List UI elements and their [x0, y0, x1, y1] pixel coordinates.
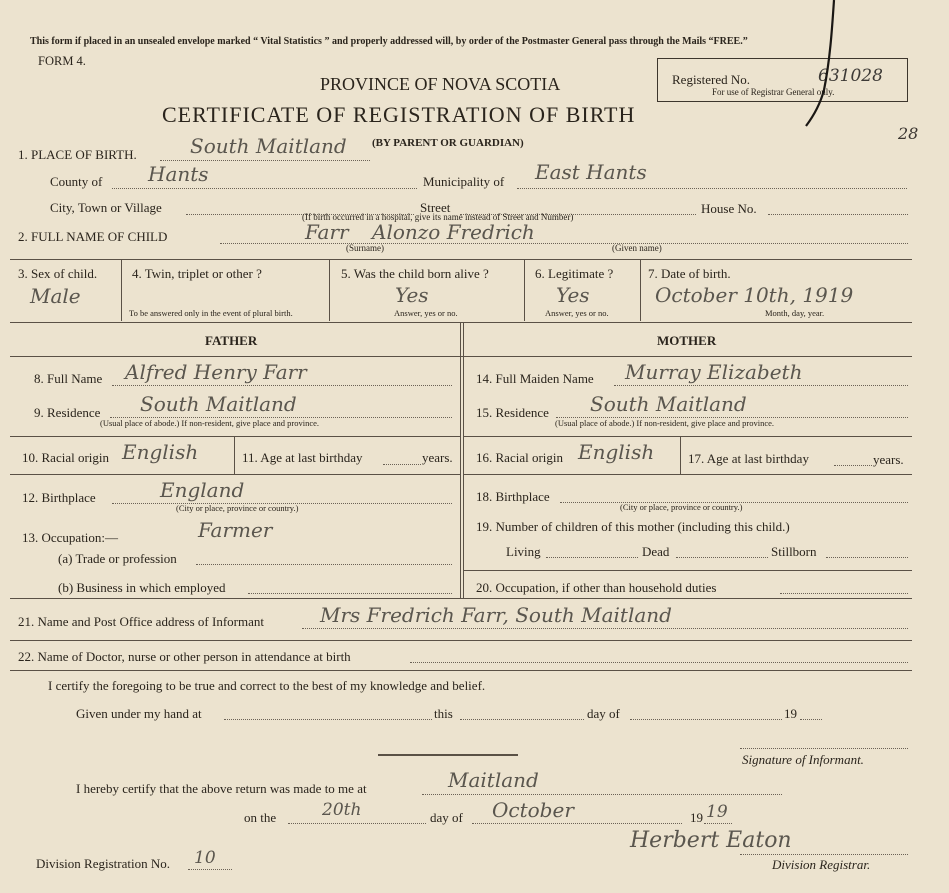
divider	[121, 259, 122, 321]
doctor-line	[410, 662, 908, 663]
registration-year: 19	[706, 802, 728, 822]
mother-race-label: 16. Racial origin	[476, 450, 564, 465]
mother-name-label: 14. Full Maiden Name	[476, 371, 594, 386]
dob-value: October 10th, 1919	[655, 283, 854, 307]
house-line	[768, 214, 908, 215]
mother-name-line	[614, 385, 908, 386]
informant-value: Mrs Fredrich Farr, South Maitland	[320, 603, 672, 627]
mother-age-unit: years.	[873, 452, 904, 467]
dob-label: 7. Date of birth.	[648, 266, 731, 281]
registered-number-label: Registered No.	[672, 72, 750, 87]
father-age-label: 11. Age at last birthday	[242, 450, 363, 465]
father-residence-value: South Maitland	[140, 392, 297, 416]
father-birthplace-value: England	[160, 478, 245, 502]
child-name-line	[220, 243, 908, 244]
divider	[10, 640, 912, 641]
divider	[463, 570, 912, 571]
child-given-name: Alonzo Fredrich	[372, 220, 535, 244]
county-label: County of	[50, 174, 103, 189]
registration-day-of-label: day of	[430, 810, 463, 825]
place-line	[160, 160, 370, 161]
registered-number-value: 631028	[818, 66, 883, 86]
certify-statement: I certify the foregoing to be true and correct to the best of my knowledge and belief.	[48, 678, 486, 693]
twin-note: To be answered only in the event of plural birth.	[129, 308, 293, 318]
father-business-line	[248, 593, 452, 594]
stillborn-label: Stillborn	[771, 544, 817, 559]
living-line	[546, 557, 638, 558]
doctor-label: 22. Name of Doctor, nurse or other person in attendance at birth	[18, 649, 351, 664]
municipality-value: East Hants	[535, 160, 647, 184]
mother-name-value: Murray Elizabeth	[625, 360, 803, 384]
father-residence-note: (Usual place of abode.) If non-resident, give place and province.	[100, 418, 320, 428]
divider	[234, 436, 235, 474]
divider	[10, 670, 912, 671]
informant-signature-label: Signature of Informant.	[742, 752, 864, 767]
division-number-value: 10	[194, 848, 216, 868]
given-month-line	[630, 719, 782, 720]
father-business-label: (b) Business in which employed	[58, 580, 226, 595]
divider	[10, 322, 912, 323]
registration-day: 20th	[322, 800, 362, 820]
street-label: Street	[420, 200, 451, 215]
registration-month-line	[472, 823, 682, 824]
return-place-line	[422, 794, 782, 795]
mother-heading: MOTHER	[657, 333, 717, 348]
dob-note: Month, day, year.	[765, 308, 825, 318]
divider	[329, 259, 330, 321]
father-race-value: English	[122, 440, 199, 464]
registration-year-prefix: 19	[690, 810, 703, 825]
father-age-unit: years.	[422, 450, 453, 465]
divider	[524, 259, 525, 321]
father-residence-label: 9. Residence	[34, 405, 101, 420]
father-birthplace-note: (City or place, province or country.)	[176, 503, 299, 513]
divider	[680, 436, 681, 474]
city-label: City, Town or Village	[50, 200, 162, 215]
return-statement: I hereby certify that the above return was made to me at	[76, 781, 367, 796]
registrar-signature: Herbert Eaton	[630, 828, 792, 853]
father-birthplace-label: 12. Birthplace	[22, 490, 96, 505]
mother-residence-label: 15. Residence	[476, 405, 549, 420]
registrar-note: For use of Registrar General only.	[712, 87, 835, 97]
dead-label: Dead	[642, 544, 670, 559]
legitimate-value: Yes	[556, 283, 590, 307]
father-occupation-value: Farmer	[198, 518, 273, 542]
registration-year-line	[704, 823, 732, 824]
alive-label: 5. Was the child born alive ?	[341, 266, 489, 281]
sex-label: 3. Sex of child.	[18, 266, 98, 281]
divider	[460, 322, 461, 598]
father-trade-line	[196, 564, 452, 565]
place-of-birth-value: South Maitland	[190, 134, 347, 158]
registrar-divider	[378, 754, 518, 756]
mother-residence-value: South Maitland	[590, 392, 747, 416]
stillborn-line	[826, 557, 908, 558]
division-number-label: Division Registration No.	[36, 856, 170, 871]
divider	[463, 322, 464, 598]
mother-occupation-label: 20. Occupation, if other than household duties	[476, 580, 717, 595]
legitimate-label: 6. Legitimate ?	[535, 266, 614, 281]
surname-note: (Surname)	[346, 243, 384, 253]
county-value: Hants	[148, 162, 209, 186]
mother-occupation-line	[780, 593, 908, 594]
divider	[10, 259, 912, 260]
municipality-label: Municipality of	[423, 174, 505, 189]
mother-race-value: English	[578, 440, 655, 464]
ink-stroke	[800, 0, 850, 130]
certificate-title: CERTIFICATE OF REGISTRATION OF BIRTH	[162, 102, 636, 127]
legitimate-note: Answer, yes or no.	[545, 308, 609, 318]
house-number-label: House No.	[701, 201, 757, 216]
division-registrar-label: Division Registrar.	[772, 857, 871, 872]
divider	[10, 598, 912, 599]
registration-day-line	[288, 823, 426, 824]
registration-month: October	[492, 798, 574, 822]
children-count-label: 19. Number of children of this mother (including this child.)	[476, 519, 790, 534]
child-name-label: 2. FULL NAME OF CHILD	[18, 229, 168, 244]
father-age-line	[383, 464, 421, 465]
mother-age-line	[834, 465, 872, 466]
given-name-note: (Given name)	[612, 243, 662, 253]
certificate-subtitle: (BY PARENT OR GUARDIAN)	[372, 137, 524, 149]
given-year-line	[800, 719, 822, 720]
alive-value: Yes	[395, 283, 429, 307]
corner-mark: 28	[898, 124, 919, 143]
alive-note: Answer, yes or no.	[394, 308, 458, 318]
given-year-prefix: 19	[784, 706, 797, 721]
informant-label: 21. Name and Post Office address of Informant	[18, 614, 264, 629]
on-the-label: on the	[244, 810, 277, 825]
given-place-line	[224, 719, 432, 720]
return-place: Maitland	[448, 768, 539, 792]
divider	[463, 474, 912, 475]
hospital-note: (If birth occurred in a hospital, give its name instead of Street and Number)	[302, 212, 574, 222]
sex-value: Male	[30, 284, 81, 308]
form-number: FORM 4.	[38, 54, 86, 68]
father-race-label: 10. Racial origin	[22, 450, 110, 465]
divider	[640, 259, 641, 321]
division-number-line	[188, 869, 232, 870]
divider	[10, 356, 912, 357]
municipality-line	[517, 188, 907, 189]
father-trade-label: (a) Trade or profession	[58, 551, 177, 566]
this-label: this	[434, 706, 453, 721]
father-occupation-label: 13. Occupation:—	[22, 530, 119, 545]
place-of-birth-label: 1. PLACE OF BIRTH.	[18, 147, 137, 162]
child-surname: Farr	[305, 220, 349, 244]
twin-label: 4. Twin, triplet or other ?	[132, 266, 262, 281]
county-line	[112, 188, 417, 189]
informant-line	[302, 628, 908, 629]
given-under-label: Given under my hand at	[76, 706, 202, 721]
informant-signature-line	[740, 748, 908, 749]
living-label: Living	[506, 544, 541, 559]
mother-birthplace-note: (City or place, province or country.)	[620, 502, 743, 512]
divider	[10, 474, 460, 475]
mother-residence-note: (Usual place of abode.) If non-resident, give place and province.	[555, 418, 775, 428]
mother-birthplace-label: 18. Birthplace	[476, 489, 550, 504]
mail-notice: This form if placed in an unsealed envelope marked “ Vital Statistics ” and properly addressed will, by order of the Postmaster General pass through the Mails “FREE.”	[30, 36, 748, 47]
father-heading: FATHER	[205, 333, 258, 348]
father-name-value: Alfred Henry Farr	[125, 360, 307, 384]
divider	[463, 436, 912, 437]
father-name-label: 8. Full Name	[34, 371, 103, 386]
mother-age-label: 17. Age at last birthday	[688, 451, 809, 466]
dead-line	[676, 557, 768, 558]
father-name-line	[112, 385, 452, 386]
registrar-signature-line	[740, 854, 908, 855]
given-day-line	[460, 719, 584, 720]
divider	[10, 436, 460, 437]
province-heading: PROVINCE OF NOVA SCOTIA	[320, 74, 561, 94]
given-day-of-label: day of	[587, 706, 620, 721]
